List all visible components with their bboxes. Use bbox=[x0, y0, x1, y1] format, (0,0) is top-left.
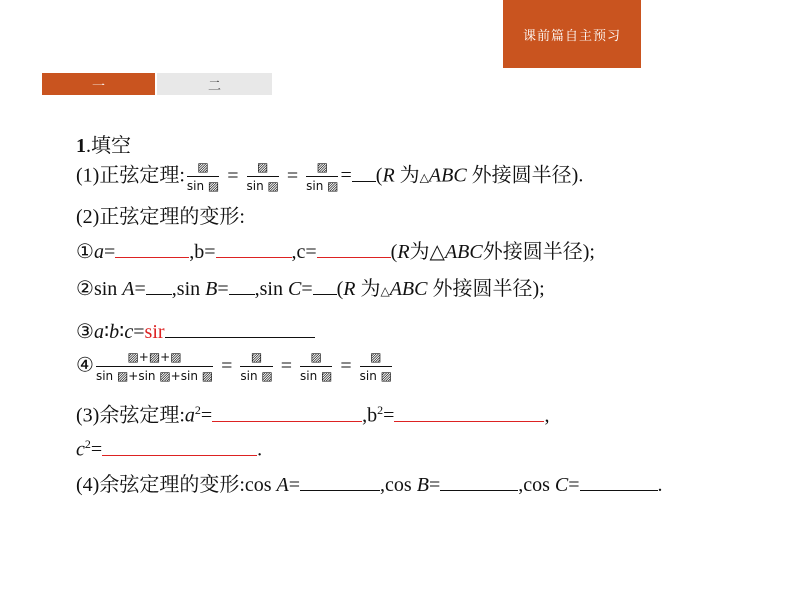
fraction: $\frac{▨}{\sin ▨}$ bbox=[186, 160, 220, 193]
sine-law-variants-heading: (2)正弦定理的变形: bbox=[76, 206, 245, 228]
answer-blank[interactable] bbox=[300, 472, 380, 491]
fraction: $\frac{▨}{\sin ▨}$ bbox=[246, 160, 279, 193]
answer-blank[interactable] bbox=[165, 319, 315, 338]
fraction: $\frac{▨}{\sin ▨}$ bbox=[306, 160, 339, 193]
variant-four-line: ④ $\frac{▨+▨+▨}{\sin ▨+\sin ▨+\sin ▨}$ = $\frac{▨}{\sin ▨}$ = $\frac{▨}{\sin ▨}$ = $\frac{▨}{\sin ▨}$ bbox=[76, 350, 392, 383]
cosine-law-line: (3)余弦定理$:a^2= ,b^2=$ , bbox=[76, 403, 550, 427]
sine-law-line: (1)正弦定理: $\frac{▨}{\sin ▨}$ = $\frac{▨}{\sin ▨}$ = $\frac{▨}{\sin ▨}$ = (R 为△ABC 外接圆半径). bbox=[76, 160, 584, 193]
cosine-law-line-c: $c^2=$ . bbox=[76, 437, 263, 461]
tab-two[interactable]: 二 bbox=[157, 73, 272, 95]
answer-blank[interactable] bbox=[216, 241, 292, 258]
fraction: $\frac{▨}{\sin ▨}$ bbox=[240, 350, 273, 383]
tab-one[interactable]: 一 bbox=[42, 73, 155, 95]
fraction: $\frac{▨}{\sin ▨}$ bbox=[359, 350, 392, 383]
fraction: $\frac{▨+▨+▨}{\sin ▨+\sin ▨+\sin ▨}$ bbox=[95, 350, 214, 383]
answer-blank[interactable] bbox=[580, 472, 658, 491]
answer-blank[interactable] bbox=[352, 163, 376, 182]
answer-blank[interactable] bbox=[394, 405, 544, 422]
variant-two-line: ②sin A= ,sin B= ,sin C= (R 为△ABC 外接圆半径); bbox=[76, 278, 545, 300]
cosine-law-variants-line: (4)余弦定理的变形:cos A= ,cos B= ,cos C= . bbox=[76, 474, 663, 496]
section-tag: 课前篇自主预习 bbox=[503, 0, 641, 68]
answer-blank[interactable] bbox=[440, 472, 518, 491]
answer-blank[interactable] bbox=[212, 405, 362, 422]
answer-blank[interactable] bbox=[146, 276, 172, 295]
variant-one-line: ①a= ,b= ,c= (R为△ABC外接圆半径); bbox=[76, 241, 595, 263]
answer-blank[interactable] bbox=[102, 439, 257, 456]
answer-blank[interactable] bbox=[317, 241, 391, 258]
answer-blank[interactable] bbox=[229, 276, 255, 295]
answer-blank[interactable] bbox=[115, 241, 189, 258]
section-title: 1.填空 bbox=[76, 135, 131, 157]
variant-three-line: ③a∶b∶c=sir bbox=[76, 319, 315, 344]
fraction: $\frac{▨}{\sin ▨}$ bbox=[299, 350, 333, 383]
answer-blank[interactable] bbox=[313, 276, 337, 295]
